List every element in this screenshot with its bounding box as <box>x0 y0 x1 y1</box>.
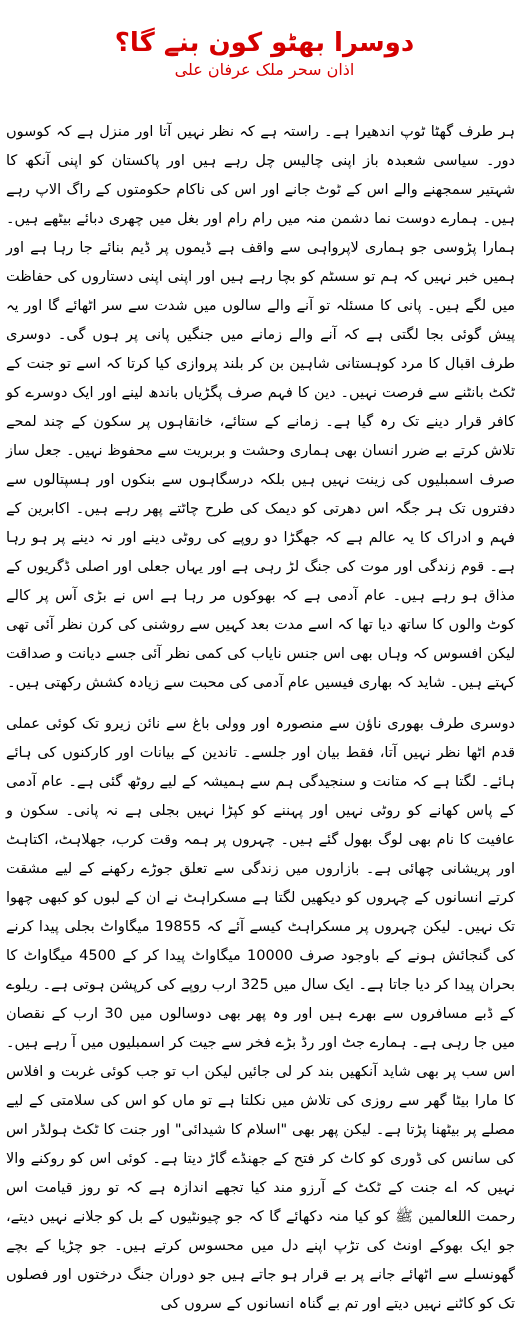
article-title: دوسرا بھٹو کون بنے گا؟ <box>114 28 415 59</box>
article-paragraph-2: دوسری طرف بھوری ناؤن سے منصورہ اور وولی باغ سے نائن زیرو تک کوئی عملی قدم اٹھا نظر نہیں آتا، فقط بیان اور جلسے۔ تاندین کے بیانات اور کارکنوں کی ہائے ہائے۔ لگتا ہے کہ متانت و سنجیدگی ہم سے ہمیشہ کے لیے روٹھ گئی ہے۔ عام آدمی کے پاس کھانے کو روٹی نہیں اور پہننے کو کپڑا نہیں بجلی ہے نہ پانی۔ سکون و عافیت کا نام بھی لوگ بھول گئے ہیں۔ چہروں پر ہمہ وقت کرب، جھلاہٹ، اکتاہٹ اور پریشانی چھائی ہے۔ بازاروں میں زندگی سے تعلق جوڑے رکھنے کے لیے مشقت کرتے انسانوں کے چہروں کو دیکھیں لگتا ہے مسکراہٹ نے ان کے لبوں کو کبھی چھوا تک نہیں۔ لیکن چہروں پر مسکراہٹ کیسے آئے کہ 19855 میگاواٹ بجلی پیدا کرنے کی گنجائش ہونے کے باوجود صرف 10000 میگاواٹ پیدا کر کے 4500 میگاواٹ کا بحران پیدا کر دیا جاتا ہے۔ ایک سال میں 325 ارب روپے کی کرپشن ہوتی ہے۔ ریلوے کے ڈبے مسافروں سے بھرے ہیں اور وہ پھر بھی دوسالوں میں 30 ارب کے نقصان میں جا رہی ہے۔ ہمارے جٹ اور رڈ بڑے فخر سے جیت کر اسمبلیوں میں آ رہے ہیں۔ اس سب پر بھی شاید آنکھیں بند کر لی جائیں لیکن اب تو جب کوئی غربت و افلاس کا مارا بیٹا گھر سے روزی کی تلاش میں نکلتا ہے تو ماں کو اس کی سلامتی کے لیے مصلے پر بیٹھنا پڑتا ہے۔ لیکن پھر بھی "اسلام کا شیدائی" اور جنت کا ٹکٹ ہولڈر اس کی سانس کی ڈوری کو کاٹ کر فتح کے جھنڈے گاڑ دیتا ہے۔ کوئی اس کو روکنے والا نہیں کہ اے جنت کے ٹکٹ کے آرزو مند کیا تجھے اندازہ ہے کہ تو روز قیامت اس رحمت اللعالمین ﷺ کو کیا منہ دکھائے گا کہ جو چیونٹیوں کے بل کو جلانے نہیں دیتے، جو ایک بھوکے اونٹ کی تڑپ اپنے دل میں محسوس کرتے ہیں۔ جو چڑیا کے بچے گھونسلے سے اٹھائے جانے پر بے قرار ہو جاتے ہیں جو دوران جنگ درختوں اور فصلوں تک کو کاٹنے نہیں دیتے اور تم بے گناہ انسانوں کے سروں کی <box>6 716 516 1312</box>
article-paragraph-1: ہر طرف گھٹا ٹوپ اندھیرا ہے۔ راستہ ہے کہ نظر نہیں آتا اور منزل ہے کہ کوسوں دور۔ سیاسی شعبدہ باز اپنی چالیس چل رہے ہیں اور پاکستان کو اپنی آنکھ کا شہتیر سمجھنے والے اس کے ٹوٹ جانے اور اس کی ناکام حکومتوں کے راگ الاپ رہے ہیں۔ ہمارے دوست نما دشمن منہ میں رام رام اور بغل میں چھری دبائے بیٹھے ہیں۔ ہمارا پڑوسی جو ہماری لاپرواہی سے واقف ہے ڈیموں پر ڈیم بنائے جا رہا ہے اور ہمیں خبر نہیں کہ ہم تو سسٹم کو بچا رہے ہیں اور اپنی اپنی دستاروں کی حفاظت میں لگے ہیں۔ پانی کا مسئلہ تو آنے والے سالوں میں شدت سے سر اٹھائے گا اور یہ پیش گوئی بجا لگتی ہے کہ آنے والے زمانے میں جنگیں پانی پر ہوں گی۔ دوسری طرف اقبال کا مرد کوہستانی شاہین بن کر بلند پروازی کیا کرتا کہ اسے تو جنت کے ٹکٹ بانٹنے سے فرصت نہیں۔ دین کا فہم صرف پگڑیاں باندھ لینے اور ایک دوسرے کو کافر قرار دینے تک رہ گیا ہے۔ زمانے کے ستائے، خانقاہوں پر سکون کے چند لمحے تلاش کرتے بے ضرر انسان بھی ہماری وحشت و بربریت سے محفوظ نہیں۔ جعل ساز صرف اسمبلیوں کی زینت نہیں ہیں بلکہ درسگاہوں سے بنکوں اور ہسپتالوں سے دفتروں تک ہر جگہ اس دھرتی کو دیمک کی طرح چاٹتے پھر رہے ہیں۔ اکابرین کے فہم و ادراک کا یہ عالم ہے کہ جھگڑا دو روپے کی روٹی دینے اور نہ دینے پر ہو رہا ہے۔ قوم زندگی اور موت کی جنگ لڑ رہی ہے اور یہاں جعلی اور اصلی ڈگریوں کے مذاق ہو رہے ہیں۔ عام آدمی ہے کہ بھوکوں مر رہا ہے اس نے بڑی آس پر کالے کوٹ والوں کا ساتھ دیا تھا کہ اسے مدت بعد کہیں سے روشنی کی کرن نظر آئی تھی لیکن افسوس کہ وہاں بھی اس جنس نایاب کی کمی نظر آئی جسے دیانت و صداقت کہتے ہیں۔ شاید کہ بھاری فیسیں عام آدمی کی محبت سے زیادہ کشش رکھتی ہیں۔ <box>6 124 515 691</box>
article-byline: اذان سحر ملک عرفان علی <box>174 60 355 79</box>
article-body <box>6 118 515 1319</box>
